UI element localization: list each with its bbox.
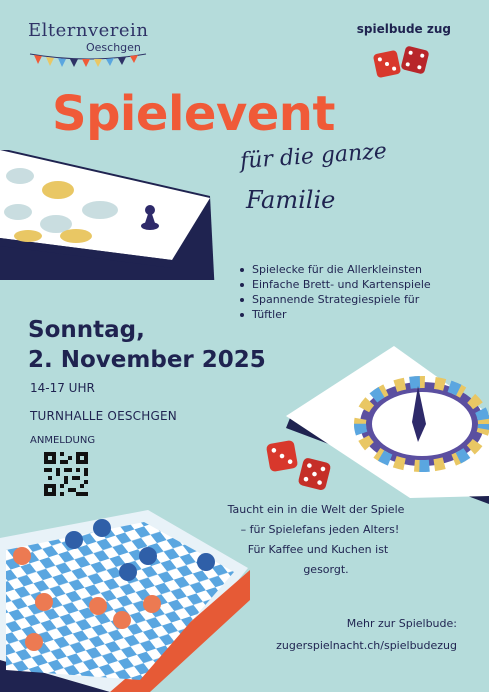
more-label: Mehr zur Spielbude: [346,617,457,630]
registration-label: ANMELDUNG [30,435,96,446]
elternverein-logo [28,20,148,70]
feature-item: Spielecke für die Allerkleinsten [238,262,478,277]
event-date: 2. November 2025 [28,347,266,373]
partner-name: spielbude zug [356,22,451,36]
org-name: Elternverein [28,20,149,41]
dice-icon [371,42,433,82]
event-info [196,500,436,580]
website-link[interactable]: zugerspielnacht.ch/spielbudezug [276,639,457,652]
dice-icon [262,436,338,496]
spielbude-logo [341,22,451,82]
event-venue: TURNHALLE OESCHGEN [30,409,177,423]
feature-item: Tüftler [238,307,478,322]
event-title: Spielevent [52,86,335,142]
info-line: Für Kaffee und Kuchen ist [247,543,389,556]
game-board-illustration [0,150,225,280]
event-time: 14-17 UHR [30,381,95,395]
event-date-day: Sonntag, [28,317,145,343]
feature-item: Einfache Brett- und Kartenspiele [238,277,478,292]
info-line: – für Spielefans jeden Alters! [240,523,400,536]
event-subtitle-line2: Familie [246,186,336,214]
info-line: Taucht ein in die Welt der Spiele [227,503,405,516]
event-subtitle-line1: für die ganze [239,138,388,175]
qr-code-icon[interactable] [44,452,88,496]
feature-item: Spannende Strategiespiele für [238,292,478,307]
info-line: gesorgt. [303,563,349,576]
feature-list [238,262,478,322]
bunting-icon [28,52,148,68]
org-sub: Oeschgen [86,41,141,54]
